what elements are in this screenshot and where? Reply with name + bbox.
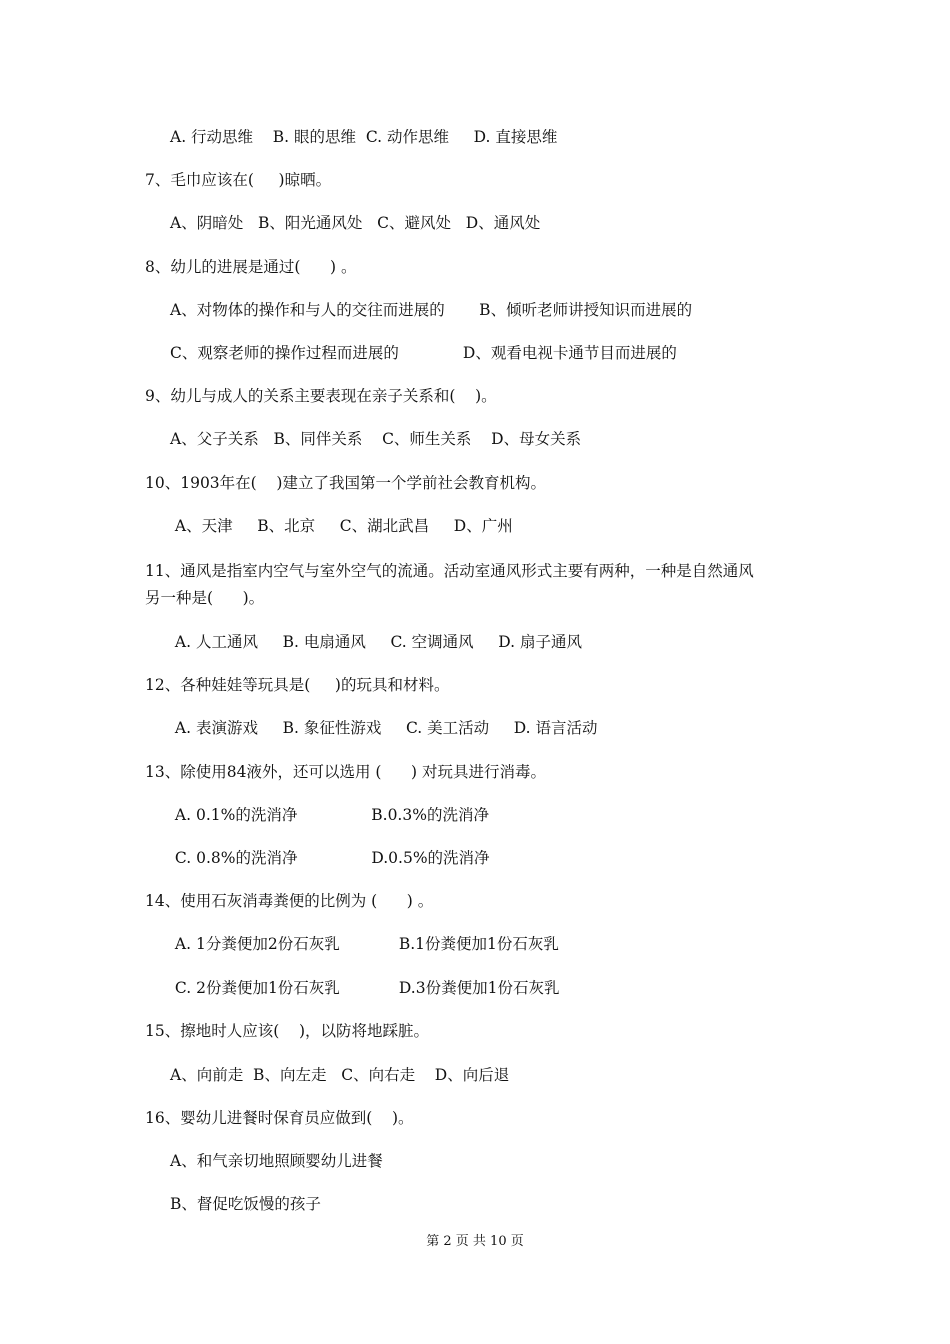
line-7: A、父子关系 B、同伴关系 C、师生关系 D、母女关系 [170,430,582,448]
line-19: A. 1分粪便加2份石灰乳 B.1份粪便加1份石灰乳 [170,935,559,953]
line-15: 13、除使用84液外，还可以选用 ( ) 对玩具进行消毒。 [145,763,546,781]
line-11: 另一种是( )。 [145,589,265,607]
line-10: 11、通风是指室内空气与室外空气的流通。活动室通风形式主要有两种，一种是自然通风 [145,562,754,580]
line-3: 8、幼儿的进展是通过( ) 。 [145,258,357,276]
line-13: 12、各种娃娃等玩具是( )的玩具和材料。 [145,676,450,694]
line-16: A. 0.1%的洗消净 B.0.3%的洗消净 [170,806,489,824]
line-20: C. 2份粪便加1份石灰乳 D.3份粪便加1份石灰乳 [170,979,560,997]
line-2: A、阴暗处 B、阳光通风处 C、避风处 D、通风处 [170,214,541,232]
line-18: 14、使用石灰消毒粪便的比例为 ( ) 。 [145,892,434,910]
line-12: A. 人工通风 B. 电扇通风 C. 空调通风 D. 扇子通风 [170,633,583,651]
line-17: C. 0.8%的洗消净 D.0.5%的洗消净 [170,849,490,867]
line-25: B、督促吃饭慢的孩子 [170,1195,321,1213]
line-22: A、向前走 B、向左走 C、向右走 D、向后退 [170,1066,510,1084]
line-23: 16、婴幼儿进餐时保育员应做到( )。 [145,1109,414,1127]
line-0: A. 行动思维 B. 眼的思维 C. 动作思维 D. 直接思维 [170,128,558,146]
line-21: 15、擦地时人应该( )，以防将地踩脏。 [145,1022,430,1040]
line-14: A. 表演游戏 B. 象征性游戏 C. 美工活动 D. 语言活动 [170,719,598,737]
line-4: A、对物体的操作和与人的交往而进展的 B、倾听老师讲授知识而进展的 [170,301,693,319]
line-1: 7、毛巾应该在( )晾晒。 [145,171,332,189]
line-6: 9、幼儿与成人的关系主要表现在亲子关系和( )。 [145,387,497,405]
line-24: A、和气亲切地照顾婴幼儿进餐 [170,1152,383,1170]
line-8: 10、1903年在( )建立了我国第一个学前社会教育机构。 [145,474,546,492]
line-9: A、天津 B、北京 C、湖北武昌 D、广州 [170,517,513,535]
line-5: C、观察老师的操作过程而进展的 D、观看电视卡通节目而进展的 [170,344,677,362]
page-footer: 第 2 页 共 10 页 [426,1234,524,1249]
